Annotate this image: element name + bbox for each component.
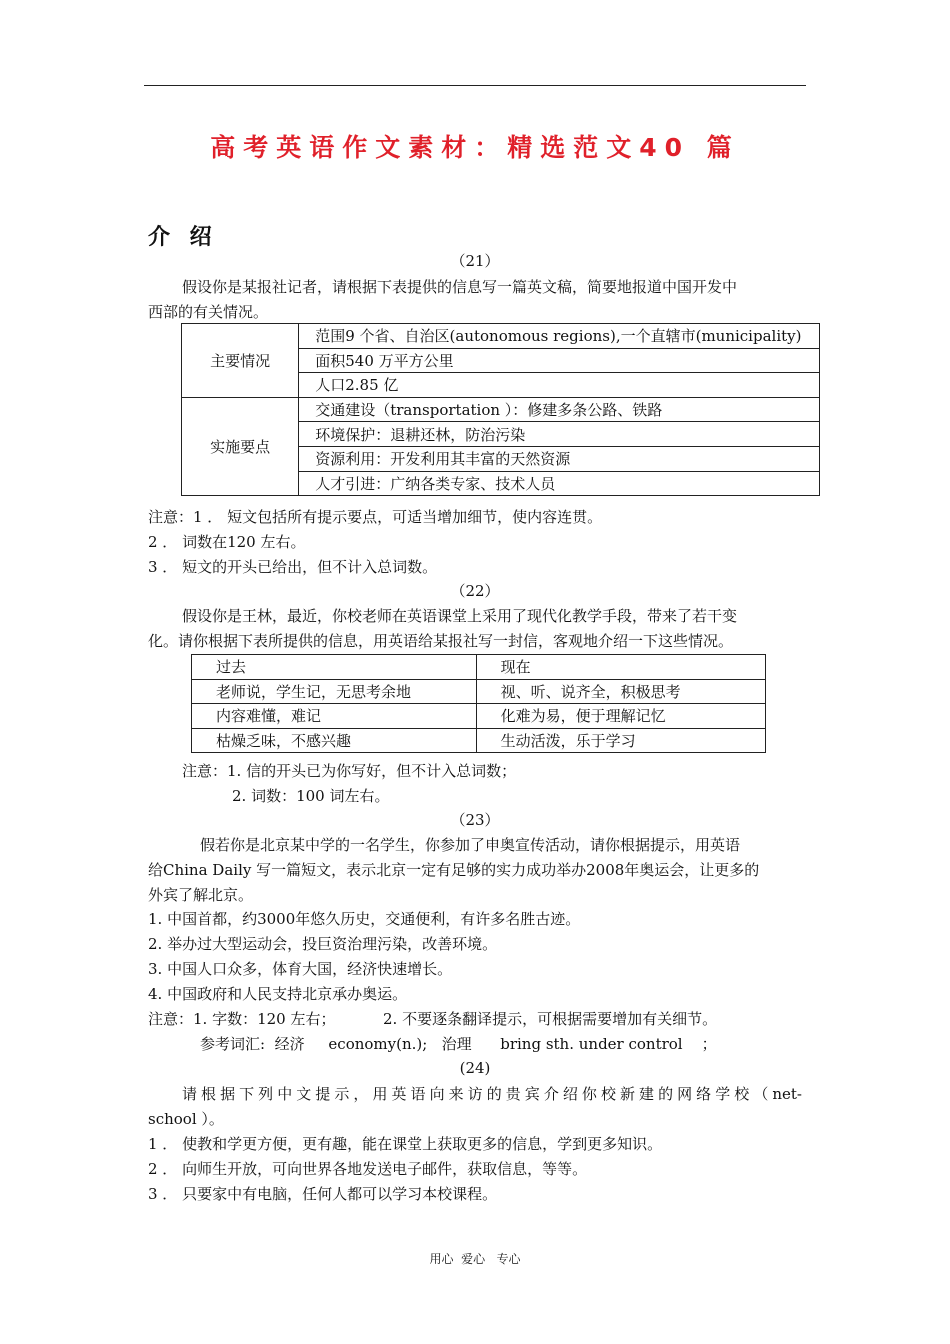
q21-group1-row1: 范围9 个省、自治区(autonomous regions),一个直辖市(municipality) [299,324,820,349]
table-header-row [192,655,766,680]
q23-point-4: 4. 中国政府和人民支持北京承办奥运。 [148,985,408,1003]
q24-intro-line2: school ）。 [148,1110,224,1128]
q23-note-b: 2. 不要逐条翻译提示，可根据需要增加有关细节。 [383,1010,718,1028]
q21-intro-line2: 西部的有关情况。 [148,303,269,321]
document-title: 高考英语作文素材：精选范文40 篇 [210,133,740,162]
table-row [192,728,766,753]
q21-note-3: 3 ． 短文的开头已给出，但不计入总词数。 [148,558,438,576]
q22-row3-past: 枯燥乏味，不感兴趣 [192,728,477,753]
q22-row2-now: 化难为易，便于理解记忆 [476,704,765,729]
table-row [192,704,766,729]
q21-group2-label: 实施要点 [182,397,299,495]
q23-vocab: 参考词汇: 经济 economy(n.); 治理 bring sth. under control ； [200,1035,717,1053]
table-row [192,679,766,704]
q21-note-1: 注意：1 ． 短文包括所有提示要点，可适当增加细节，使内容连贯。 [148,508,603,526]
q22-header-now: 现在 [476,655,765,680]
q21-group1-label: 主要情况 [182,324,299,398]
q21-group1-row2: 面积540 万平方公里 [299,348,820,373]
q21-group1-row3: 人口2.85 亿 [299,373,820,398]
q21-intro-line1: 假设你是某报社记者，请根据下表提供的信息写一篇英文稿，简要地报道中国开发中 [182,278,738,296]
q24-point-3: 3 ． 只要家中有电脑，任何人都可以学习本校课程。 [148,1185,498,1203]
q23-intro-line1: 假若你是北京某中学的一名学生，你参加了申奥宣传活动，请你根据提示，用英语 [200,836,741,854]
q23-point-2: 2. 举办过大型运动会，投巨资治理污染，改善环境。 [148,935,498,953]
q23-number: （23） [450,811,500,829]
q22-row1-now: 视、听、说齐全，积极思考 [476,679,765,704]
q22-intro-line2: 化。请你根据下表所提供的信息，用英语给某报社写一封信，客观地介绍一下这些情况。 [148,632,734,650]
q23-point-1: 1. 中国首都，约3000年悠久历史，交通便利，有许多名胜古迹。 [148,910,581,928]
q22-row1-past: 老师说，学生记，无思考余地 [192,679,477,704]
q22-compare-table [191,654,766,753]
q24-number: (24) [459,1059,491,1077]
table-row [182,397,820,422]
section-heading: 介 绍 [148,225,218,250]
header-rule [144,85,806,86]
q23-note-a: 注意：1. 字数：120 左右； [148,1010,336,1028]
q24-point-1: 1 ． 使教和学更方便，更有趣，能在课堂上获取更多的信息，学到更多知识。 [148,1135,663,1153]
q23-intro-line3: 外宾了解北京。 [148,886,254,904]
q22-note-2: 2. 词数：100 词左右。 [232,787,390,805]
q22-row2-past: 内容难懂，难记 [192,704,477,729]
q22-header-past: 过去 [192,655,477,680]
q22-intro-line1: 假设你是王林，最近，你校老师在英语课堂上采用了现代化教学手段，带来了若干变 [182,607,738,625]
q21-note-2: 2 ． 词数在120 左右。 [148,533,306,551]
q23-point-3: 3. 中国人口众多，体育大国，经济快速增长。 [148,960,453,978]
q24-point-2: 2 ． 向师生开放，可向世界各地发送电子邮件，获取信息，等等。 [148,1160,588,1178]
q21-group2-row4: 人才引进：广纳各类专家、技术人员 [299,471,820,496]
q22-number: （22） [450,582,500,600]
page-footer: 用心 爱心 专心 [429,1252,521,1266]
q24-intro-line1: 请根据下列中文提示，用英语向来访的贵宾介绍你校新建的网络学校（net- [182,1085,802,1103]
q22-note-1: 注意：1. 信的开头已为你写好，但不计入总词数； [182,762,517,780]
q21-group2-row3: 资源利用：开发利用其丰富的天然资源 [299,446,820,471]
q21-group2-row2: 环境保护：退耕还林，防治污染 [299,422,820,447]
q21-info-table [181,323,820,496]
q21-number: （21） [450,252,500,270]
q23-intro-line2: 给China Daily 写一篇短文，表示北京一定有足够的实力成功举办2008年奥运会，让更多的 [148,861,760,879]
q21-group2-row1: 交通建设（transportation ）：修建多条公路、铁路 [299,397,820,422]
table-row [182,324,820,349]
q22-row3-now: 生动活泼，乐于学习 [476,728,765,753]
